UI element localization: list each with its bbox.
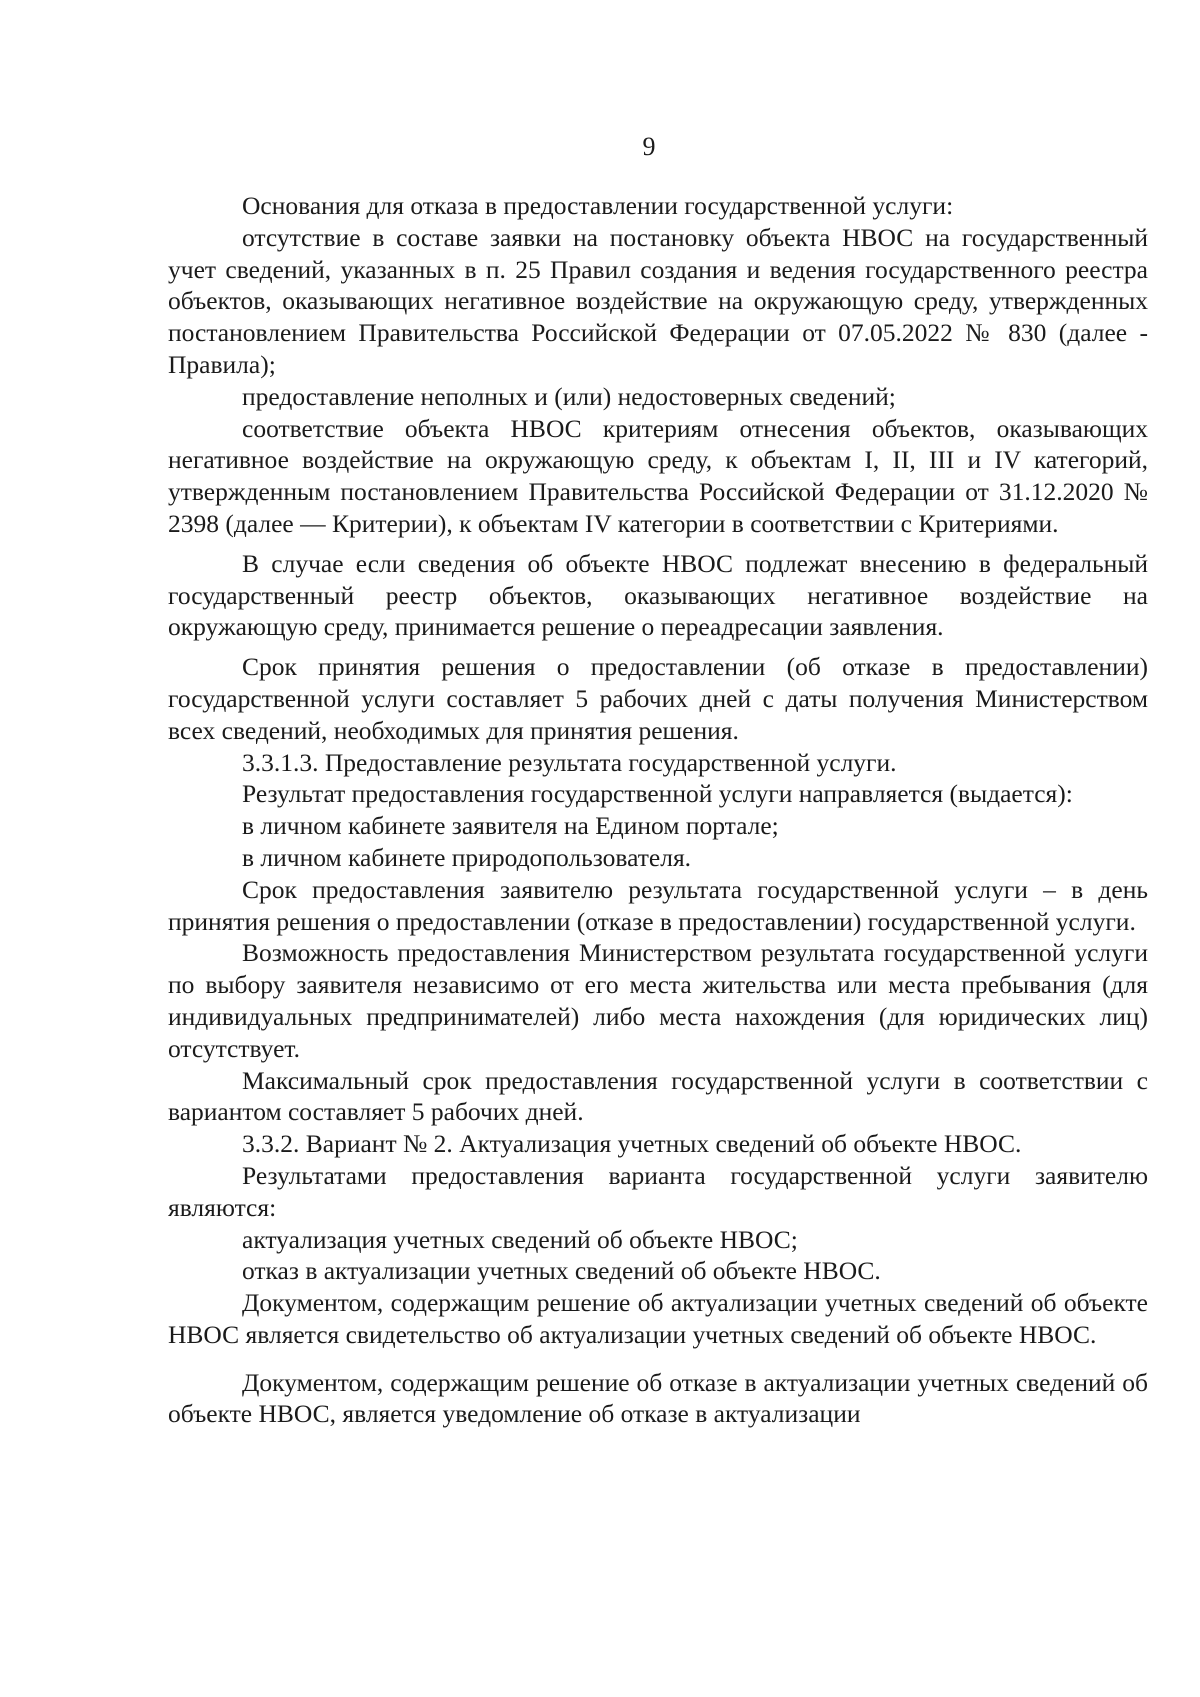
paragraph: соответствие объекта НВОС критериям отнесения объектов, оказывающих негативное воздействие на окружающую среду, к объектам I, II, III и IV категорий, утвержденным постановлением Правительства Российской Федерации от 31.12.2020 № 2398 (далее — Критерии), к объектам IV категории в соответствии с Критериями. [168,413,1148,538]
paragraph: в личном кабинете заявителя на Едином портале; [242,811,779,841]
paragraph: Срок принятия решения о предоставлении (об отказе в предоставлении) государственной услуги составляет 5 рабочих дней с даты получения Министерством всех сведений, необходимых для принятия решения. [168,652,1148,745]
paragraph: Возможность предоставления Министерством результата государственной услуги по выбору заявителя независимо от его места жительства или места пребывания (для индивидуальных предпринимателей) либо места нахождения (для юридических лиц) отсутствует. [168,938,1148,1063]
paragraph: В случае если сведения об объекте НВОС подлежат внесению в федеральный государственный реестр объектов, оказывающих негативное воздействие на окружающую среду, принимается решение о переадресации заявления. [168,548,1148,642]
paragraph: Основания для отказа в предоставлении государственной услуги: [242,191,954,220]
page-number: 9 [642,132,656,161]
paragraph: Результатами предоставления варианта государственной услуги заявителю являются: [168,1160,1148,1222]
paragraph: предоставление неполных и (или) недостоверных сведений; [242,381,896,411]
section-heading: 3.3.1.3. Предоставление результата государственной услуги. [242,747,897,777]
section-heading: 3.3.2. Вариант № 2. Актуализация учетных сведений об объекте НВОС. [242,1129,1022,1159]
paragraph: актуализация учетных сведений об объекте НВОС; [242,1224,798,1254]
paragraph: отсутствие в составе заявки на постановку объекта НВОС на государственный учет сведений, указанных в п. 25 Правил создания и ведения государственного реестра объектов, оказывающих негативное воздействие на окружающую среду, утвержденных постановлением Правительства Российской Федерации от 07.05.2022 № 830 (далее - Правила); [168,222,1148,379]
paragraph: Срок предоставления заявителю результата государственной услуги – в день принятия решения о предоставлении (отказе в предоставлении) государственной услуги. [168,874,1148,936]
paragraph: Максимальный срок предоставления государственной услуги в соответствии с вариантом составляет 5 рабочих дней. [168,1065,1148,1127]
document-body [168,190,1148,1430]
paragraph: Документом, содержащим решение об актуализации учетных сведений об объекте НВОС является свидетельство об актуализации учетных сведений об объекте НВОС. [168,1288,1148,1349]
paragraph: отказ в актуализации учетных сведений об объекте НВОС. [242,1256,881,1286]
paragraph: Результат предоставления государственной услуги направляется (выдается): [242,779,1073,809]
paragraph: в личном кабинете природопользователя. [242,842,692,872]
paragraph: Документом, содержащим решение об отказе в актуализации учетных сведений об объекте НВОС, является уведомление об отказе в актуализации [168,1367,1148,1429]
